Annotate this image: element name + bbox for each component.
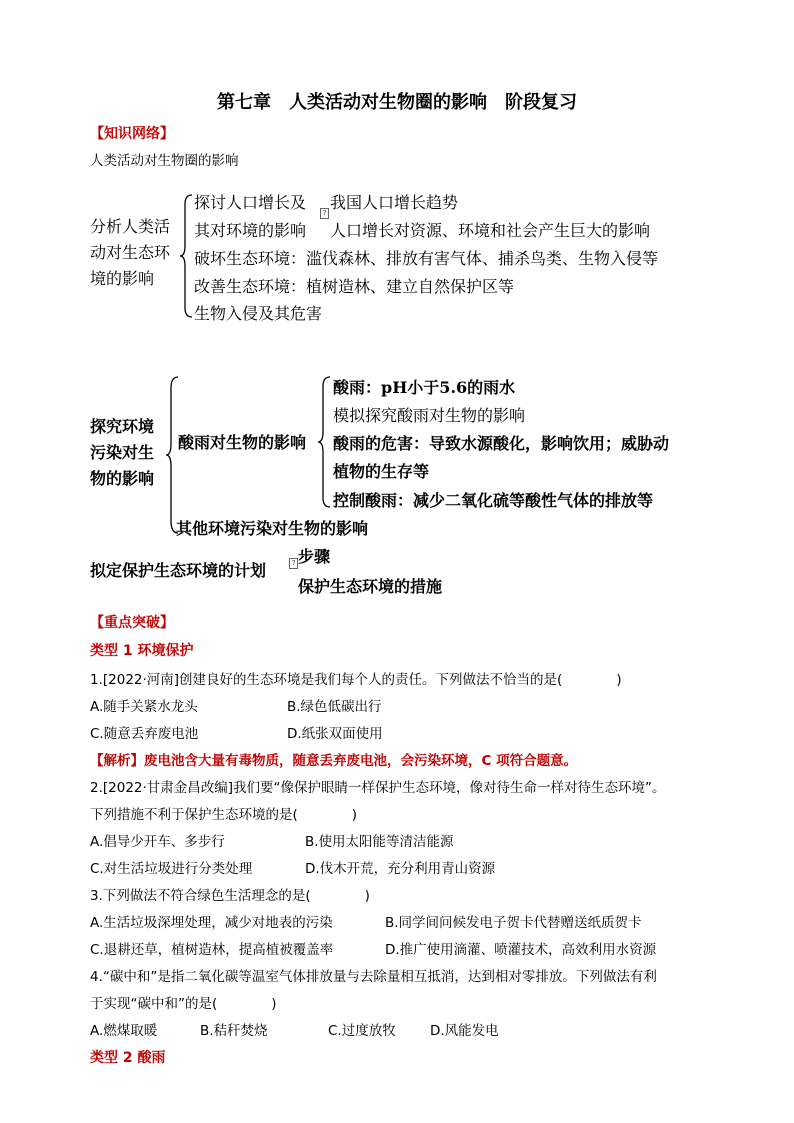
analysis-text: 废电池含大量有毒物质，随意丢弃废电池，会污染环境，C 项符合题意。	[144, 753, 578, 769]
group1-item-invasion: 生物入侵及其危害	[194, 304, 323, 323]
group1-item-improve: 改善生态环境：植树造林、建立自然保护区等	[194, 277, 515, 296]
type2-heading: 类型 2 酸雨	[90, 1050, 166, 1066]
acid-rain-harm: 酸雨的危害：导致水源酸化，影响饮用；威胁动	[333, 434, 670, 453]
group1-item-trend: 我国人口增长趋势	[330, 193, 459, 212]
group1-item-population: 探讨人口增长及	[194, 193, 307, 212]
group1-item-resources: 人口增长对资源、环境和社会产生巨大的影响	[330, 221, 651, 240]
group1-item-destroy: 破坏生态环境：滥伐森林、排放有害气体、捕杀鸟类、生物入侵等	[194, 249, 659, 268]
group3-steps: 步骤	[298, 547, 331, 566]
q3-stem: 3.下列做法不符合绿色生活理念的是( )	[90, 888, 370, 904]
q4-stem-line2: 于实现“碳中和”的是( )	[90, 996, 277, 1012]
q2-stem-line2: 下列措施不利于保护生态环境的是( )	[90, 807, 358, 823]
group1-brace	[180, 194, 194, 318]
group3-measures: 保护生态环境的措施	[298, 577, 443, 596]
q1-stem: 1.[2022·河南]创建良好的生态环境是我们每个人的责任。下列做法不恰当的是( )	[90, 672, 622, 688]
knowledge-subtitle: 人类活动对生物圈的影响	[90, 153, 239, 169]
acid-rain-simulation: 模拟探究酸雨对生物的影响	[333, 406, 526, 425]
q4-option-c: C.过度放牧	[328, 1023, 396, 1039]
q3-option-c: C.退耕还草，植树造林，提高植被覆盖率	[90, 942, 334, 958]
focus-heading: 【重点突破】	[90, 615, 174, 631]
acid-rain-control: 控制酸雨：减少二氧化硫等酸性气体的排放等	[333, 491, 654, 510]
acid-rain-definition: 酸雨：pH小于5.6的雨水	[333, 378, 516, 397]
other-pollution: 其他环境污染对生物的影响	[176, 519, 369, 538]
q3-option-a: A.生活垃圾深埋处理，减少对地表的污染	[90, 915, 333, 931]
page-title: 第七章 人类活动对生物圈的影响 阶段复习	[217, 92, 577, 113]
q2-option-d: D.伐木开荒，充分利用青山资源	[305, 861, 496, 877]
missing-glyph-icon: ?	[318, 208, 331, 227]
q3-option-d: D.推广使用滴灌、喷灌技术，高效利用水资源	[385, 942, 657, 958]
acid-rain-brace	[318, 376, 332, 508]
q3-option-b: B.同学间问候发电子贺卡代替赠送纸质贺卡	[385, 915, 642, 931]
group2-brace	[166, 376, 180, 534]
group1-label: 分析人类活动对生态环境的影响	[90, 217, 171, 288]
q4-option-b: B.秸秆焚烧	[200, 1023, 268, 1039]
q4-option-d: D.风能发电	[430, 1023, 499, 1039]
q1-option-b: B.绿色低碳出行	[287, 699, 382, 715]
q2-stem-line1: 2.[2022·甘肃金昌改编]我们要“像保护眼睛一样保护生态环境，像对待生命一样对待生态环境”。	[90, 780, 666, 796]
acid-rain-effects-label: 酸雨对生物的影响	[178, 433, 307, 452]
q1-option-a: A.随手关紧水龙头	[90, 699, 198, 715]
q1-option-d: D.纸张双面使用	[287, 726, 383, 742]
q4-stem-line1: 4.“碳中和”是指二氧化碳等温室气体排放量与去除量相互抵消，达到相对零排放。下列做法有利	[90, 969, 657, 985]
group2-label: 探究环境污染对生物的影响	[90, 417, 155, 488]
group1-item-impact: 其对环境的影响	[194, 221, 307, 240]
missing-glyph-icon-2: ?	[287, 558, 300, 577]
q2-option-b: B.使用太阳能等清洁能源	[305, 834, 454, 850]
q1-option-c: C.随意丢弃废电池	[90, 726, 199, 742]
type1-heading: 类型 1 环境保护	[90, 643, 194, 659]
knowledge-network-heading: 【知识网络】	[90, 126, 174, 142]
q2-option-a: A.倡导少开车、多步行	[90, 834, 225, 850]
q4-option-a: A.燃煤取暖	[90, 1023, 158, 1039]
q2-option-c: C.对生活垃圾进行分类处理	[90, 861, 253, 877]
group3-label: 拟定保护生态环境的计划	[90, 561, 267, 580]
q1-analysis	[90, 749, 577, 769]
analysis-tag: 【解析】	[90, 753, 144, 769]
acid-rain-harm-cont: 植物的生存等	[333, 462, 430, 481]
